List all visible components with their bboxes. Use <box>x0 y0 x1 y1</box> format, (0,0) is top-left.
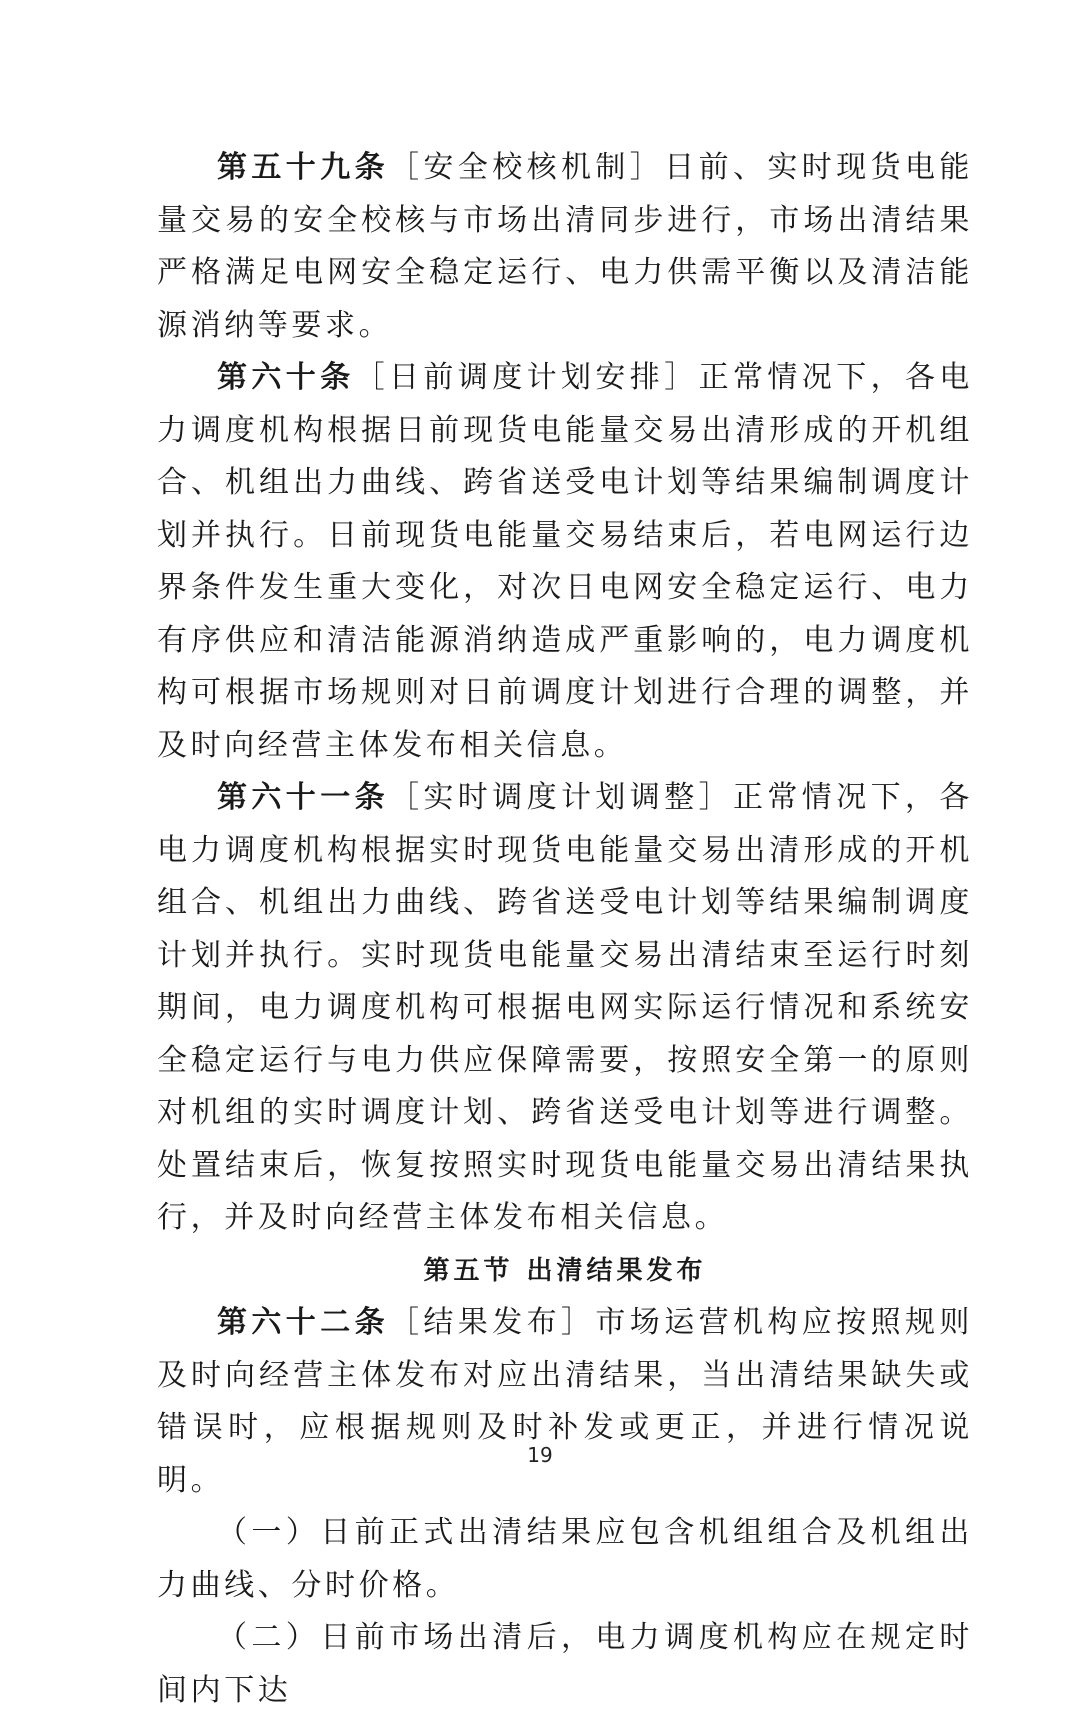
article-61 <box>157 772 973 1245</box>
article-text: ［结果发布］市场运营机构应按照规则及时向经营主体发布对应出清结果，当出清结果缺失或错误时，应根据规则及时补发或更正，并进行情况说明。 <box>157 1305 973 1498</box>
list-item: （一）日前正式出清结果应包含机组组合及机组出力曲线、分时价格。 <box>157 1515 973 1603</box>
article-number: 第六十条 <box>217 360 355 395</box>
article-number: 第六十一条 <box>217 780 389 815</box>
section-title: 第五节 出清结果发布 <box>423 1255 707 1286</box>
article-60 <box>157 352 973 772</box>
article-text: ［实时调度计划调整］正常情况下，各电力调度机构根据实时现货电能量交易出清形成的开机组合、机组出力曲线、跨省送受电计划等结果编制调度计划并执行。实时现货电能量交易出清结束至运行时刻期间，电力调度机构可根据电网实际运行情况和系统安全稳定运行与电力供应保障需要，按照安全第一的原则对机组的实时调度计划、跨省送受电计划等进行调整。处置结束后，恢复按照实时现货电能量交易出清结果执行，并及时向经营主体发布相关信息。 <box>157 780 973 1235</box>
article-number: 第五十九条 <box>217 150 389 185</box>
article-number: 第六十二条 <box>217 1305 389 1340</box>
article-62 <box>157 1297 973 1507</box>
article-text: ［日前调度计划安排］正常情况下，各电力调度机构根据日前现货电能量交易出清形成的开机组合、机组出力曲线、跨省送受电计划等结果编制调度计划并执行。日前现货电能量交易结束后，若电网运行边界条件发生重大变化，对次日电网安全稳定运行、电力有序供应和清洁能源消纳造成严重影响的，电力调度机构可根据市场规则对日前调度计划进行合理的调整，并及时向经营主体发布相关信息。 <box>157 360 973 763</box>
list-item: （二）日前市场出清后，电力调度机构应在规定时间内下达 <box>157 1620 973 1708</box>
page-number: 19 <box>527 1443 553 1467</box>
document-page <box>157 142 973 1717</box>
article-59 <box>157 142 973 352</box>
article-text: ［安全校核机制］日前、实时现货电能量交易的安全校核与市场出清同步进行，市场出清结果严格满足电网安全稳定运行、电力供需平衡以及清洁能源消纳等要求。 <box>157 150 973 343</box>
